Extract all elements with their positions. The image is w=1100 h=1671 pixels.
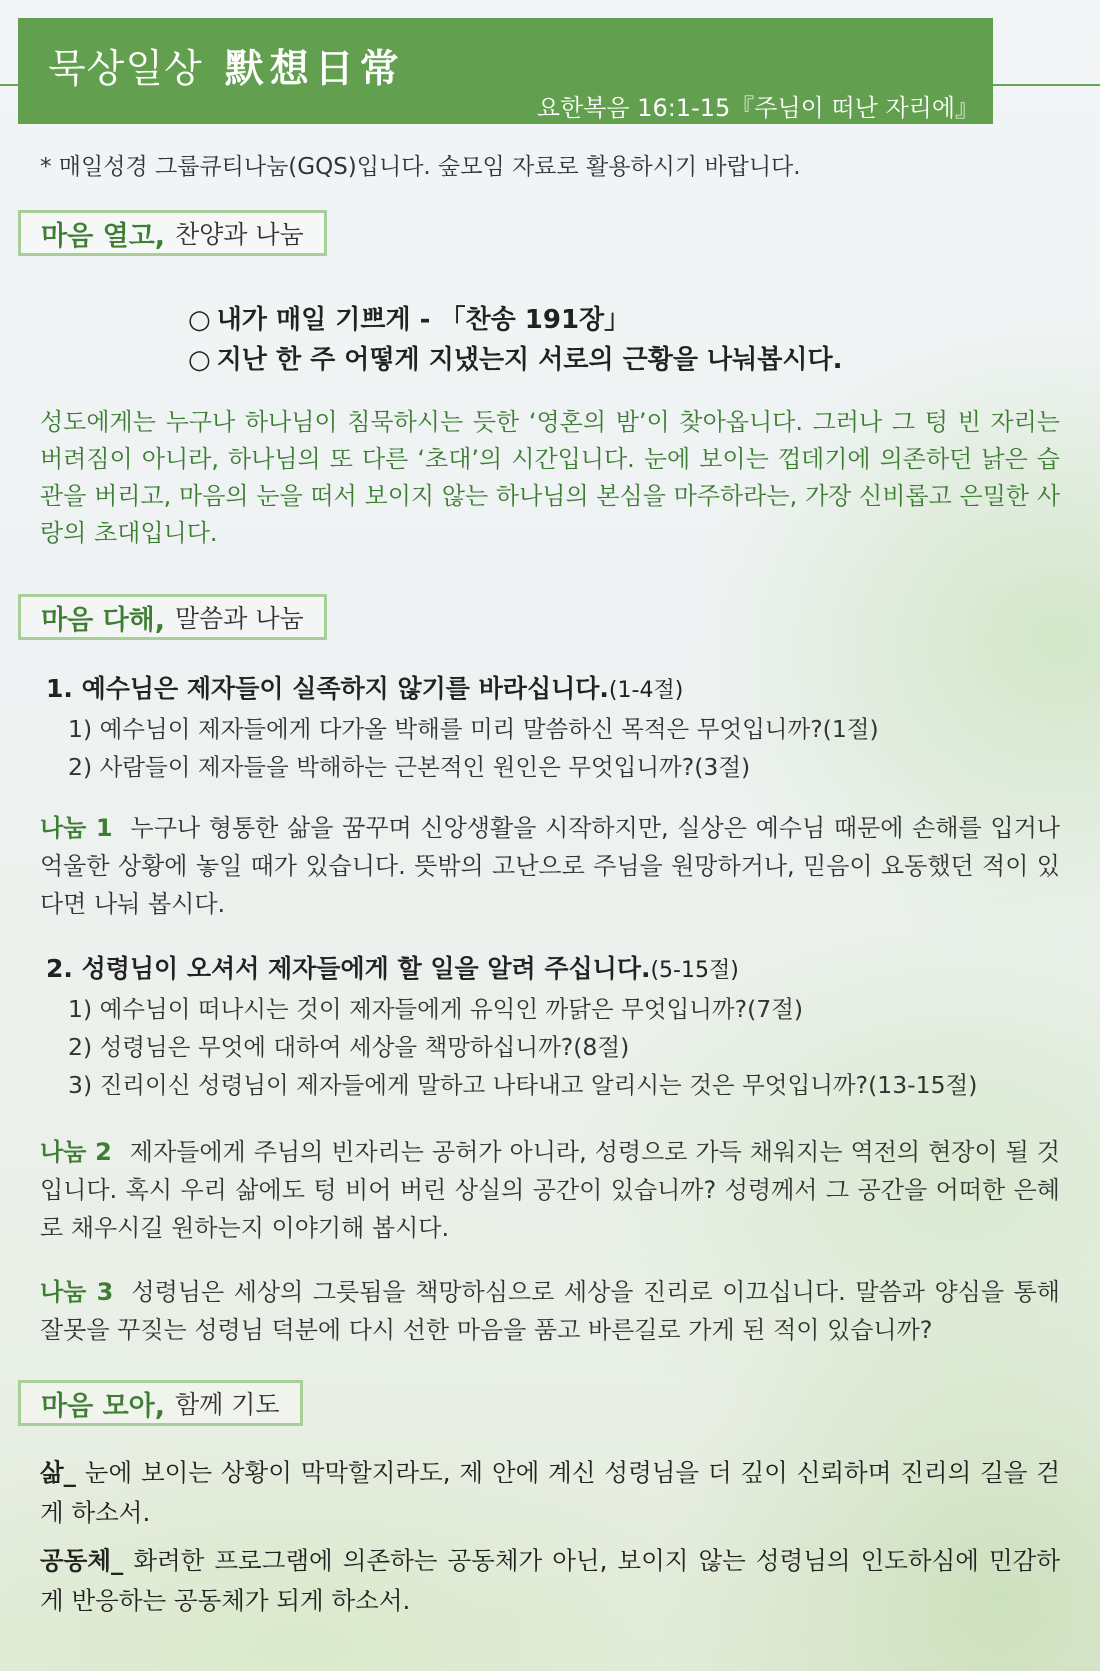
share-1 xyxy=(40,809,1060,923)
bullet-text: 지난 한 주 어떻게 지냈는지 서로의 근황을 나눠봅시다. xyxy=(216,345,843,375)
question-group-1 xyxy=(46,670,1056,786)
share-text: 제자들에게 주님의 빈자리는 공허가 아니라, 성령으로 가득 채워지는 역전의 현장이 될 것입니다. 혹시 우리 삶에도 텅 비어 버린 상실의 공간이 있습니까? 성령께서 그 공간을 어떠한 은혜로 채우시길 원하는지 이야기해 봅시다. xyxy=(40,1138,1060,1242)
share-label: 나눔 2 xyxy=(40,1138,112,1166)
bullet-list xyxy=(188,300,842,380)
question-item: 3) 진리이신 성령님이 제자들에게 말하고 나타내고 알리시는 것은 무엇입니까?(13-15절) xyxy=(68,1071,978,1099)
prayer-label: 삶_ xyxy=(40,1458,76,1487)
question-heading xyxy=(46,950,1056,990)
section-subtitle: 찬양과 나눔 xyxy=(175,220,304,249)
share-2 xyxy=(40,1133,1060,1247)
verse-ref: (1-4절) xyxy=(608,678,684,703)
share-label: 나눔 3 xyxy=(40,1278,114,1306)
header-banner xyxy=(18,18,993,124)
title-korean: 묵상일상 xyxy=(48,47,203,92)
section-heading-word xyxy=(18,594,327,640)
share-3 xyxy=(40,1273,1060,1349)
section-title: 마음 열고, xyxy=(41,220,165,252)
question-heading xyxy=(46,670,1056,710)
question-item: 2) 성령님은 무엇에 대하여 세상을 책망하십니까?(8절) xyxy=(68,1033,630,1061)
prayer-text: 화려한 프로그램에 의존하는 공동체가 아닌, 보이지 않는 성령님의 인도하심에 민감하게 반응하는 공동체가 되게 하소서. xyxy=(40,1546,1060,1615)
bullet-item xyxy=(188,300,842,340)
share-text: 누구나 형통한 삶을 꿈꾸며 신앙생활을 시작하지만, 실상은 예수님 때문에 손해를 입거나 억울한 상황에 놓일 때가 있습니다. 뜻밖의 고난으로 주님을 원망하거나, 믿음이 요동했던 적이 있다면 나눠 봅시다. xyxy=(40,814,1060,918)
section-subtitle: 말씀과 나눔 xyxy=(175,604,304,633)
question-heading-text: 1. 예수님은 제자들이 실족하지 않기를 바라십니다. xyxy=(46,674,609,703)
prayer-community xyxy=(40,1541,1060,1621)
section-subtitle: 함께 기도 xyxy=(175,1390,280,1419)
section-heading-open-heart xyxy=(18,210,327,256)
page-title xyxy=(48,38,405,94)
section-title: 마음 모아, xyxy=(41,1390,165,1422)
notice-text: * 매일성경 그룹큐티나눔(GQS)입니다. 숲모임 자료로 활용하시기 바랍니다. xyxy=(40,154,801,180)
bullet-symbol: ○ xyxy=(188,305,211,335)
intro-paragraph: 성도에게는 누구나 하나님이 침묵하시는 듯한 ‘영혼의 밤’이 찾아옵니다. 그러나 그 텅 빈 자리는 버려짐이 아니라, 하나님의 또 다른 ‘초대’의 시간입니다. 눈에 보이는 껍데기에 의존하던 낡은 습관을 버리고, 마음의 눈을 떠서 보이지 않는 하나님의 본심을 마주하라는, 가장 신비롭고 은밀한 사랑의 초대입니다. xyxy=(40,408,1060,547)
question-item: 1) 예수님이 제자들에게 다가올 박해를 미리 말씀하신 목적은 무엇입니까?(1절) xyxy=(68,715,879,743)
prayer-label: 공동체_ xyxy=(40,1546,124,1575)
scripture-reference: 요한복음 16:1-15『주님이 떠난 자리에』 xyxy=(536,94,979,122)
share-text: 성령님은 세상의 그릇됨을 책망하심으로 세상을 진리로 이끄십니다. 말씀과 양심을 통해 잘못을 꾸짖는 성령님 덕분에 다시 선한 마음을 품고 바른길로 가게 된 적이 있습니까? xyxy=(40,1278,1060,1344)
question-group-2 xyxy=(46,950,1056,1104)
prayer-text: 눈에 보이는 상황이 막막할지라도, 제 안에 계신 성령님을 더 깊이 신뢰하며 진리의 길을 걷게 하소서. xyxy=(40,1458,1060,1527)
bullet-item xyxy=(188,340,842,380)
section-heading-prayer xyxy=(18,1380,303,1426)
bullet-text: 내가 매일 기쁘게 - 「찬송 191장」 xyxy=(216,305,631,335)
share-label: 나눔 1 xyxy=(40,814,113,842)
question-heading-text: 2. 성령님이 오셔서 제자들에게 할 일을 알려 주십니다. xyxy=(46,954,651,983)
section-title: 마음 다해, xyxy=(41,604,165,636)
question-item: 2) 사람들이 제자들을 박해하는 근본적인 원인은 무엇입니까?(3절) xyxy=(68,753,751,781)
question-item: 1) 예수님이 떠나시는 것이 제자들에게 유익인 까닭은 무엇입니까?(7절) xyxy=(68,995,804,1023)
verse-ref: (5-15절) xyxy=(650,958,739,983)
title-hanja: 默想日常 xyxy=(224,46,405,92)
bullet-symbol: ○ xyxy=(188,345,211,375)
prayer-life xyxy=(40,1453,1060,1533)
